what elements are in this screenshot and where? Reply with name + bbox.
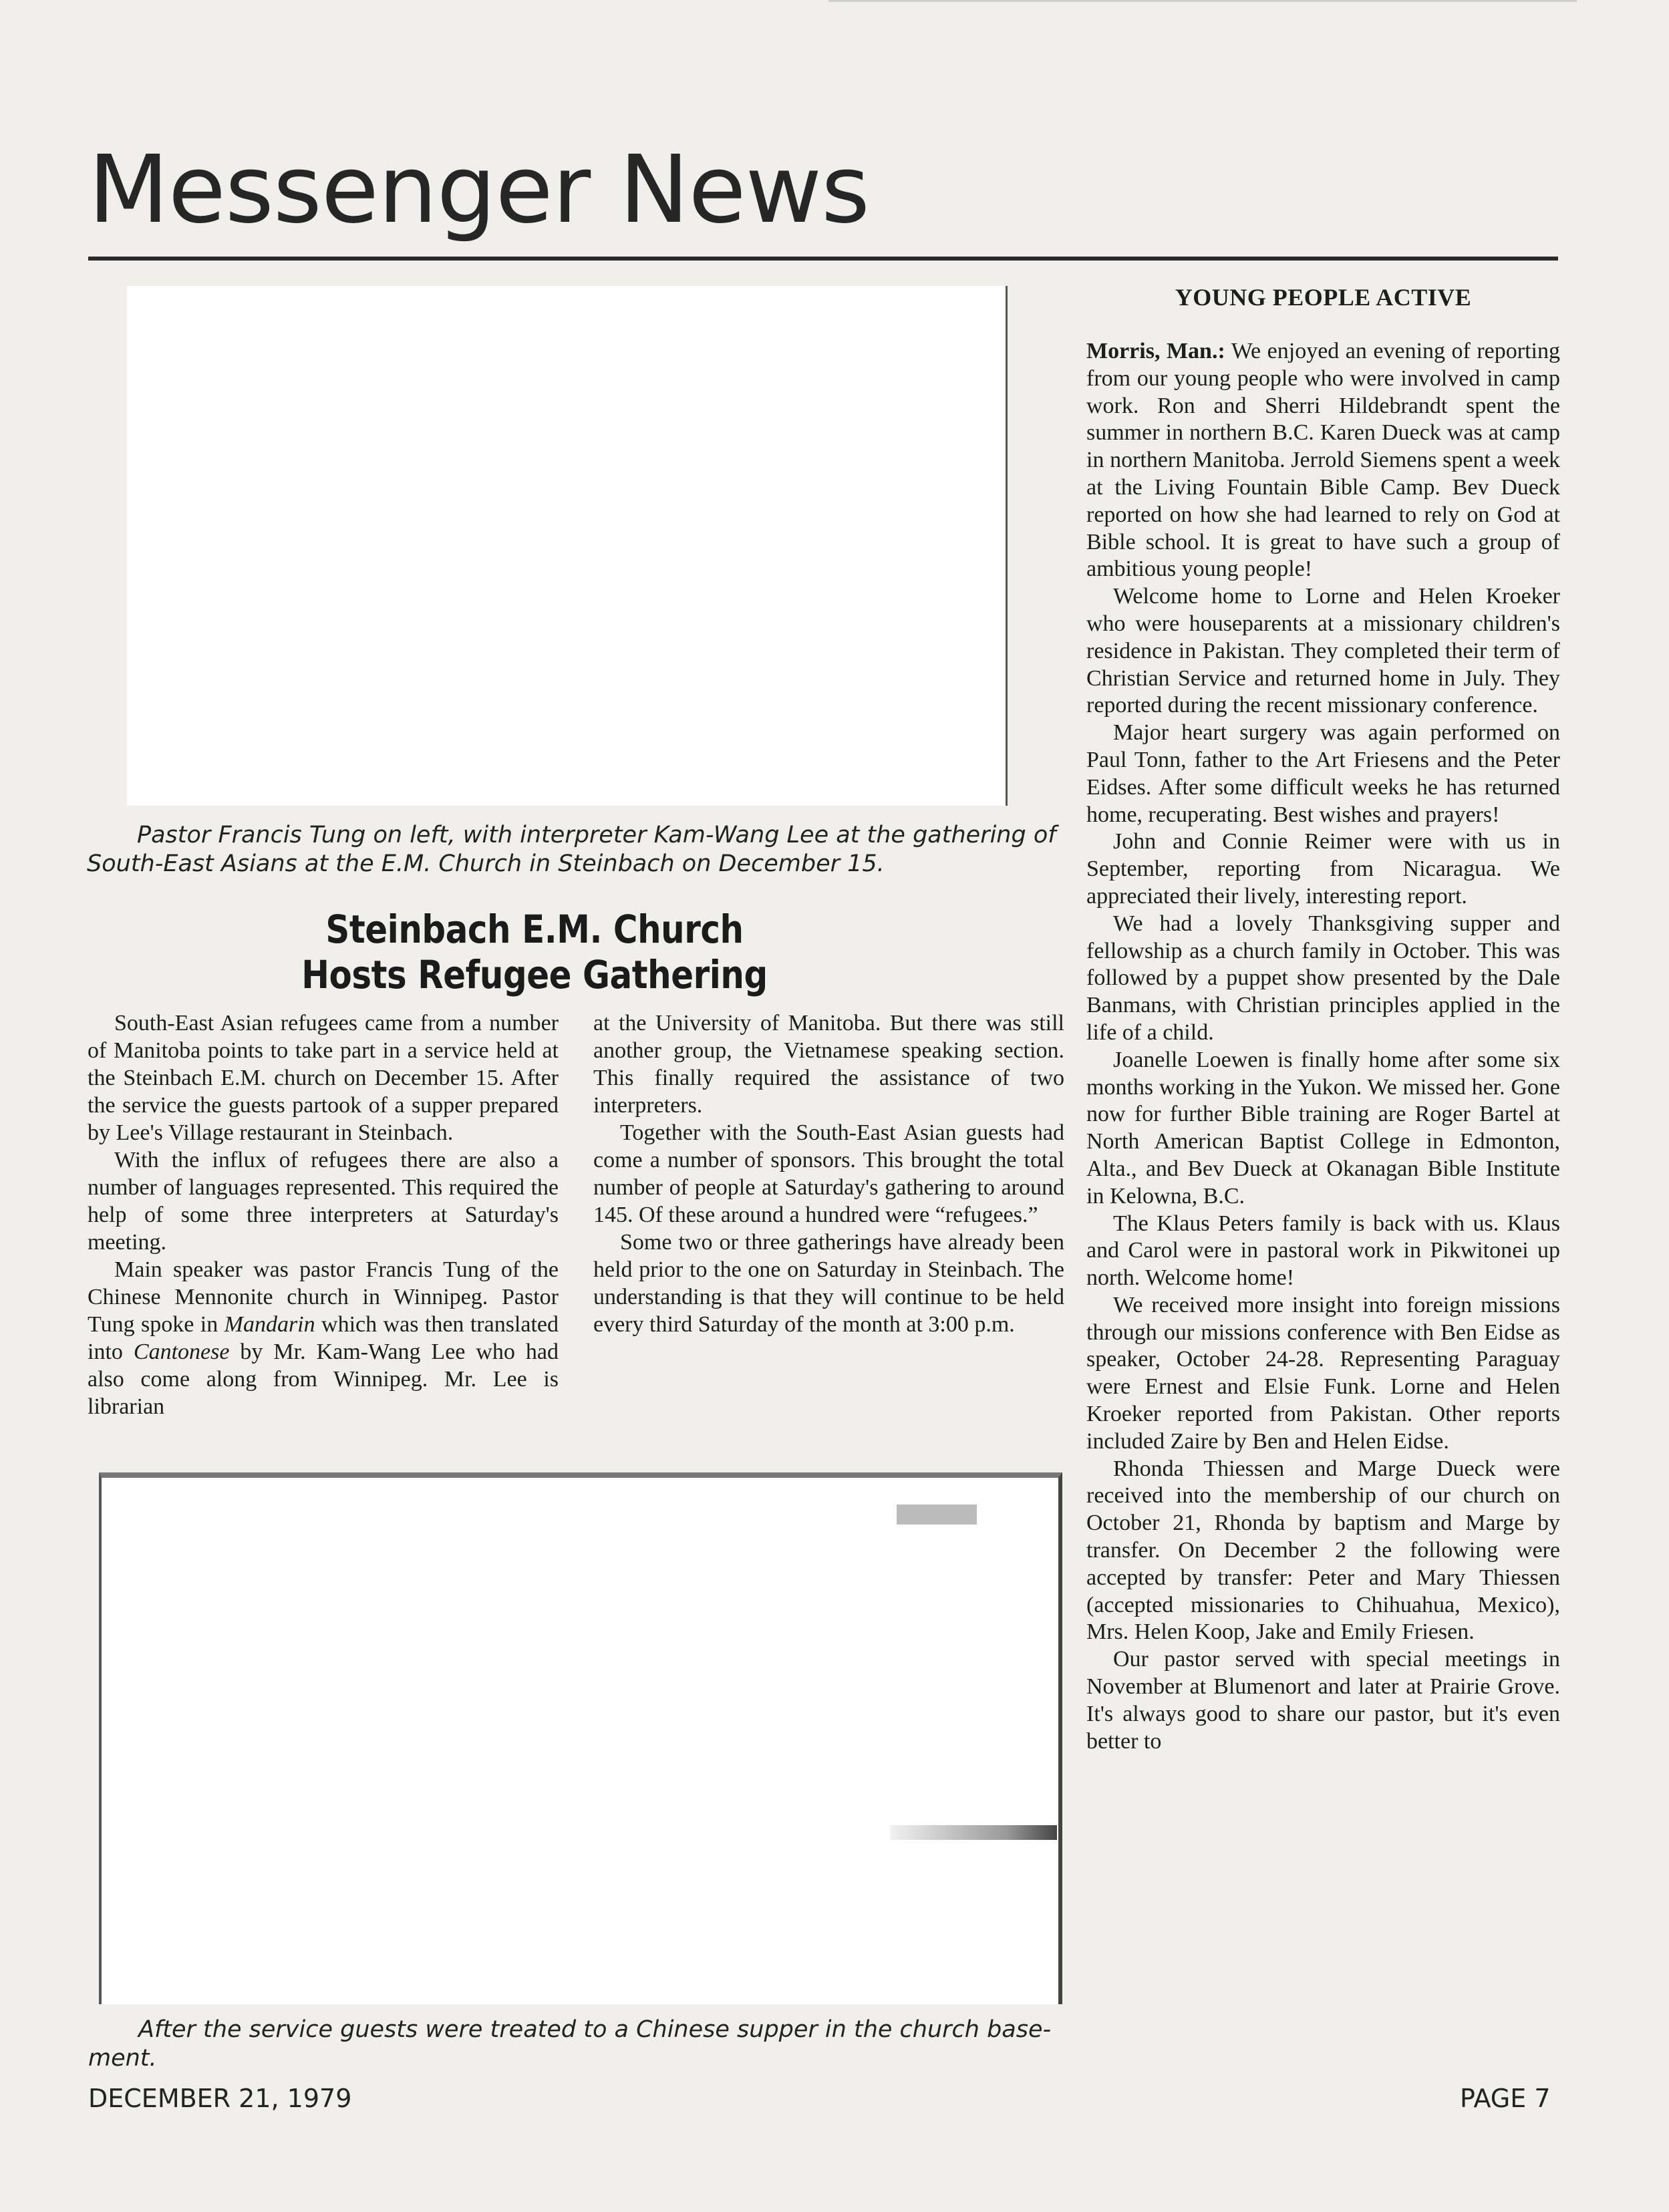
article-text: Main speaker was pastor Francis Tung of the Chinese Mennonite church in Winnipeg. Pastor Tung spoke in: [88, 1257, 559, 1337]
footer-page-number: PAGE 7: [1460, 2084, 1551, 2113]
article-paragraph: [1086, 338, 1560, 583]
article-paragraph: Some two or three gatherings have already been held prior to the one on Saturday in Steinbach. The understanding is that they will continue to be held every third Saturday of the month at 3:00 p.m.: [593, 1230, 1064, 1337]
article-paragraph: Our pastor served with special meetings in November at Blumenort and later at Prairie Grove. It's always good to share our pastor, but it's even better to: [1086, 1647, 1560, 1754]
photo2-detail: [897, 1505, 977, 1525]
article-text: We enjoyed an evening of reporting from our young people who were involved in camp work. Ron and Sherri Hildebrandt spent the summer in northern B.C. Karen Dueck was at camp in northern Manitoba. Jerrold Siemens spent a week at the Living Fountain Bible Camp. Bev Dueck reported on how she had learned to rely on God at Bible school. It is great to have such a group of ambitious young people!: [1086, 339, 1560, 582]
article-paragraph: Welcome home to Lorne and Helen Kroeker who were houseparents at a missionary children's residence in Pakistan. They completed their term of Christian Service and returned home in July. They reported during the recent missionary conference.: [1086, 584, 1560, 718]
section-title-young-people: YOUNG PEOPLE ACTIVE: [1175, 284, 1472, 311]
dateline: Morris, Man.:: [1086, 339, 1225, 363]
article-paragraph: Together with the South-East Asian guests had come a number of sponsors. This brought the total number of people at Saturday's gathering to around 145. Of these around a hundred were “refugees.”: [593, 1120, 1064, 1227]
article-headline: [247, 907, 822, 997]
scan-edge: [828, 0, 1577, 2]
article-paragraph: Major heart surgery was again performed on Paul Tonn, father to the Art Friesens and the Peter Eidses. After some difficult weeks he has returned home, recuperating. Best wishes and prayers!: [1086, 720, 1560, 827]
article-text-italic: Mandarin: [224, 1312, 315, 1337]
article-paragraph: at the University of Manitoba. But there was still another group, the Vietnamese speaking section. This finally required the assistance of two interpreters.: [593, 1011, 1064, 1118]
article-paragraph: We had a lovely Thanksgiving supper and fellowship as a church family in October. This was followed by a puppet show presented by the Dale Banmans, with Christian principles applied in the life of a child.: [1086, 911, 1560, 1045]
article-text: by Mr. Kam-Wang Lee who had also come along from Winnipeg. Mr. Lee is librarian: [88, 1339, 559, 1419]
article-paragraph: Joanelle Loewen is finally home after some six months working in the Yukon. We missed her. Gone now for further Bible training are Roger Bartel at North American Baptist College in Edmonton, Alta., and Bev Dueck at Okanagan Bible Institute in Kelowna, B.C.: [1086, 1047, 1560, 1209]
young-people-column: [1086, 338, 1560, 1755]
article-paragraph: With the influx of refugees there are also a number of languages represented. This required the help of some three interpreters at Saturday's meeting.: [88, 1148, 559, 1255]
masthead-title: Messenger News: [88, 136, 870, 245]
footer-date: DECEMBER 21, 1979: [88, 2084, 352, 2113]
article-paragraph: South-East Asian refugees came from a number of Manitoba points to take part in a service held at the Steinbach E.M. church on December 15. After the service the guests partook of a supper prepared by Lee's Village restaurant in Steinbach.: [88, 1011, 559, 1145]
photo1-caption-line2: South-East Asians at the E.M. Church in Steinbach on December 15.: [87, 850, 885, 877]
article-paragraph: We received more insight into foreign missions through our missions conference with Ben Eidse as speaker, October 24-28. Representing Paraguay were Ernest and Elsie Funk. Lorne and Helen Kroeker reported from Pakistan. Other reports included Zaire by Ben and Helen Eidse.: [1086, 1292, 1560, 1454]
photo-chinese-supper: [99, 1472, 1062, 2004]
article-paragraph: [88, 1256, 559, 1420]
article-paragraph: The Klaus Peters family is back with us. Klaus and Carol were in pastoral work in Pikwitonei up north. Welcome home!: [1086, 1211, 1560, 1291]
headline-line1: Steinbach E.M. Church: [325, 907, 744, 952]
masthead-rule: [88, 257, 1558, 261]
photo2-detail: [890, 1825, 1057, 1840]
headline-line2: Hosts Refugee Gathering: [301, 952, 768, 997]
photo2-caption-line2: ment.: [88, 2045, 157, 2072]
article-paragraph: John and Connie Reimer were with us in September, reporting from Nicaragua. We appreciated their lively, interesting report.: [1086, 829, 1560, 909]
photo-pastor-interpreter: [127, 286, 1008, 806]
photo2-caption-line1: After the service guests were treated to a Chinese supper in the church base-: [138, 2016, 1052, 2043]
photo2-caption: [88, 2016, 1070, 2073]
article-text-italic: Cantonese: [133, 1339, 230, 1364]
article-column-2: [593, 1009, 1064, 1338]
article-column-1: [88, 1009, 559, 1420]
photo1-caption-line1: Pastor Francis Tung on left, with interpreter Kam-Wang Lee at the gathering of: [137, 822, 1056, 848]
article-text: which was then translated into: [88, 1312, 559, 1364]
photo1-caption: [87, 821, 1069, 879]
article-paragraph: Rhonda Thiessen and Marge Dueck were received into the membership of our church on October 21, Rhonda by baptism and Marge by transfer. On December 2 the following were accepted by transfer: Peter and Mary Thiessen (accepted missionaries to Chihuahua, Mexico), Mrs. Helen Koop, Jake and Emily Friesen.: [1086, 1456, 1560, 1645]
